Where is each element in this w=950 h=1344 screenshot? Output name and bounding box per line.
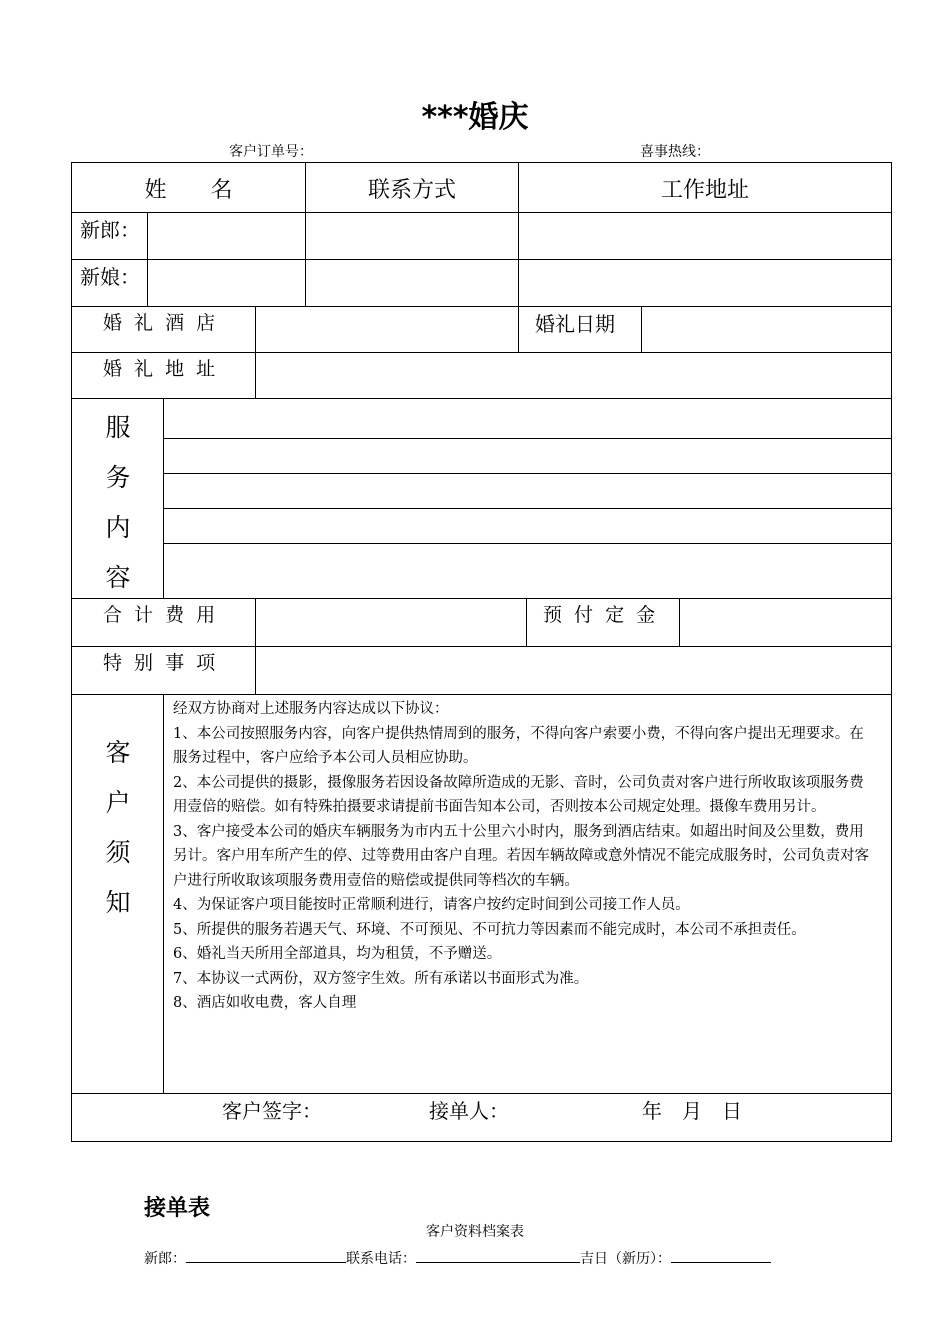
notice-label-char: 须 <box>105 838 131 867</box>
wedding-date-label: 婚礼日期 <box>535 312 615 336</box>
total-fee-label: 合 计 费 用 <box>103 604 219 626</box>
notice-item: 7、本协议一式两份，双方签字生效。所有承诺以书面形式为准。 <box>173 970 589 987</box>
groom-field-label: 新郎： <box>144 1251 186 1267</box>
order-form-title: 接单表 <box>144 1196 211 1221</box>
notice-item: 8、酒店如收电费，客人自理 <box>173 995 357 1011</box>
groom-label: 新郎： <box>80 218 140 242</box>
wedding-address-label: 婚 礼 地 址 <box>103 358 219 380</box>
notice-item: 2、本公司提供的摄影，摄像服务若因设备故障所造成的无影、音时，公司负责对客户进行所收取该项服务费用壹倍的赔偿。如有特殊拍摄要求请提前书面告知本公司，否则按本公司规定处理。摄像车费用另计。 <box>173 774 864 815</box>
wedding-hotel-label: 婚 礼 酒 店 <box>103 312 219 334</box>
customer-notice-text <box>173 697 873 1016</box>
date-field-label: 吉日（新历）： <box>580 1251 671 1267</box>
special-notes-label: 特 别 事 项 <box>103 652 219 674</box>
receiver-label: 接单人： <box>429 1099 509 1123</box>
notice-label-char: 户 <box>105 788 131 817</box>
service-label-char: 内 <box>105 513 131 542</box>
contact-column-header: 联系方式 <box>367 178 456 203</box>
notice-item: 4、为保证客户项目能按时正常顺利进行，请客户按约定时间到公司接工作人员。 <box>173 897 690 913</box>
service-label-char: 容 <box>105 563 131 592</box>
service-label-char: 服 <box>105 413 131 442</box>
hotline-label: 喜事热线： <box>640 144 710 160</box>
order-number-label: 客户订单号： <box>229 144 313 160</box>
service-label-char: 务 <box>105 463 131 492</box>
notice-item: 5、所提供的服务若遇天气、环境、不可预见、不可抗力等因素而不能完成时，本公司不承担责任。 <box>173 921 806 938</box>
customer-signature-label: 客户签字： <box>222 1099 322 1123</box>
order-form-subtitle: 客户资料档案表 <box>426 1224 524 1240</box>
name-column-header: 姓 名 <box>144 178 233 203</box>
notice-label-char: 知 <box>105 888 131 917</box>
groom-field-row <box>144 1246 771 1268</box>
notice-item: 3、客户接受本公司的婚庆车辆服务为市内五十公里六小时内，服务到酒店结束。如超出时间及公里数，费用另计。客户用车所产生的停、过等费用由客户自理。若因车辆故障或意外情况不能完成服务时，公司负责对客户进行所收取该项服务费用壹倍的赔偿或提供同等档次的车辆。 <box>173 823 869 889</box>
notice-label-char: 客 <box>105 738 131 767</box>
notice-item: 6、婚礼当天所用全部道具，均为租赁，不予赠送。 <box>173 946 502 962</box>
address-column-header: 工作地址 <box>660 178 749 203</box>
groom-field-blank[interactable] <box>186 1246 346 1263</box>
page-title: ***婚庆 <box>421 100 529 135</box>
deposit-label: 预 付 定 金 <box>543 604 659 626</box>
phone-field-label: 联系电话： <box>346 1251 416 1267</box>
signature-date-label: 年 月 日 <box>642 1099 742 1123</box>
notice-intro: 经双方协商对上述服务内容达成以下协议： <box>173 701 449 717</box>
date-field-blank[interactable] <box>671 1246 771 1263</box>
notice-item: 1、本公司按照服务内容，向客户提供热情周到的服务，不得向客户索要小费，不得向客户提出无理要求。在服务过程中，客户应给予本公司人员相应协助。 <box>173 725 864 766</box>
bride-label: 新娘： <box>80 265 140 289</box>
phone-field-blank[interactable] <box>416 1246 580 1263</box>
